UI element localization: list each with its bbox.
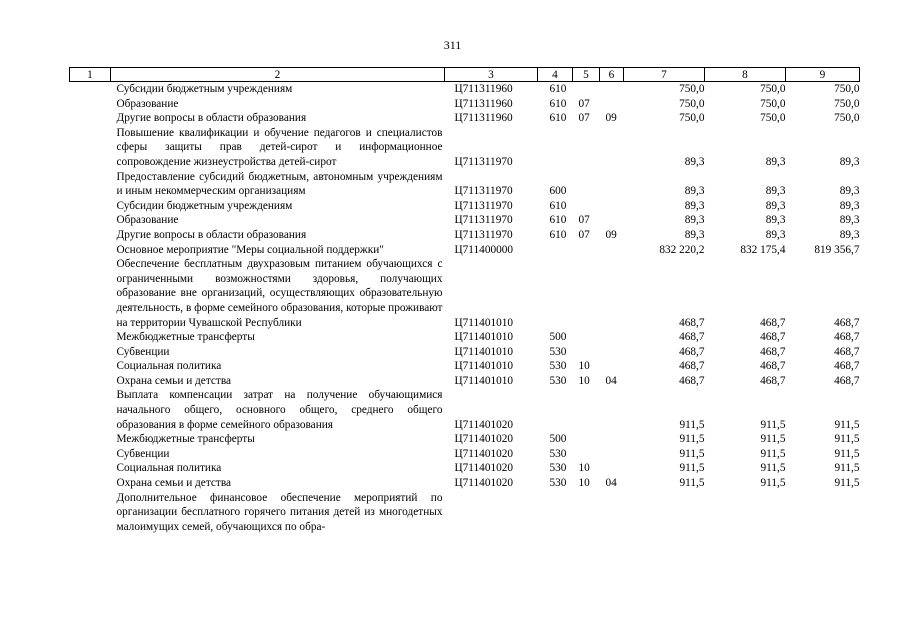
row-code: Ц711311970 bbox=[454, 155, 513, 168]
row-name: Субвенции bbox=[116, 447, 170, 460]
row-value-2: 911,5 bbox=[760, 462, 786, 475]
row-name: Дополнительное финансовое обеспечение мероприятий по организации бесплатного горячего питания детей из многодетных малоимущих семей, обучающихся по обра- bbox=[116, 491, 443, 533]
row-value-3: 819 356,7 bbox=[814, 243, 860, 256]
row-value-2: 89,3 bbox=[765, 185, 786, 198]
row-subsection bbox=[600, 170, 624, 199]
row-subsection bbox=[600, 199, 624, 214]
row-subsection bbox=[600, 359, 624, 374]
row-name: Социальная политика bbox=[116, 360, 222, 373]
table-row bbox=[70, 476, 860, 491]
row-expense-type: 600 bbox=[549, 185, 567, 198]
row-name: Другие вопросы в области образования bbox=[116, 112, 307, 125]
row-value-1: 750,0 bbox=[679, 83, 705, 95]
row-value-1: 89,3 bbox=[684, 155, 705, 168]
row-value-1: 468,7 bbox=[679, 374, 705, 387]
row-subsection: 04 bbox=[605, 374, 617, 387]
page-number: 311 bbox=[443, 38, 462, 52]
empty-cell bbox=[70, 126, 111, 170]
table-row bbox=[70, 243, 860, 258]
row-section bbox=[573, 491, 600, 535]
row-value-2: 468,7 bbox=[760, 316, 786, 329]
row-section bbox=[573, 82, 600, 97]
row-code: Ц711311960 bbox=[454, 83, 513, 95]
row-subsection bbox=[600, 243, 624, 258]
row-value-3: 468,7 bbox=[834, 331, 860, 344]
row-value-1: 468,7 bbox=[679, 345, 705, 358]
row-value-1: 89,3 bbox=[684, 228, 705, 241]
row-section: 07 bbox=[578, 112, 590, 125]
row-subsection bbox=[600, 126, 624, 170]
row-expense-type bbox=[538, 388, 573, 432]
row-value-2: 911,5 bbox=[760, 447, 786, 460]
row-code: Ц711311970 bbox=[454, 214, 513, 227]
row-code: Ц711401010 bbox=[454, 331, 514, 344]
row-subsection bbox=[600, 97, 624, 112]
row-subsection: 09 bbox=[605, 228, 617, 241]
row-value-2: 911,5 bbox=[760, 418, 786, 431]
row-subsection bbox=[600, 432, 624, 447]
row-code: Ц711401020 bbox=[454, 477, 514, 490]
row-code: Ц711311960 bbox=[454, 97, 513, 110]
table-row bbox=[70, 111, 860, 126]
row-expense-type: 530 bbox=[549, 477, 567, 490]
row-section bbox=[573, 199, 600, 214]
row-section bbox=[573, 243, 600, 258]
row-expense-type: 610 bbox=[549, 97, 567, 110]
row-section bbox=[573, 330, 600, 345]
empty-cell bbox=[70, 330, 111, 345]
header-row bbox=[70, 68, 860, 82]
row-code: Ц711401010 bbox=[454, 316, 514, 329]
row-section: 07 bbox=[578, 228, 590, 241]
row-value-1: 750,0 bbox=[679, 112, 705, 125]
row-value-3: 468,7 bbox=[834, 345, 860, 358]
row-value-1: 89,3 bbox=[684, 214, 705, 227]
row-expense-type: 530 bbox=[549, 462, 567, 475]
header-cell: 3 bbox=[445, 68, 538, 82]
row-value-2: 89,3 bbox=[765, 214, 786, 227]
header-cell: 1 bbox=[70, 68, 111, 82]
row-name: Образование bbox=[116, 214, 179, 227]
row-subsection bbox=[600, 388, 624, 432]
row-value-1: 911,5 bbox=[679, 477, 705, 490]
table-row bbox=[70, 388, 860, 432]
row-value-3: 468,7 bbox=[834, 316, 860, 329]
row-subsection bbox=[600, 257, 624, 330]
row-code: Ц711311970 bbox=[454, 185, 513, 198]
table-row bbox=[70, 330, 860, 345]
table-row bbox=[70, 345, 860, 360]
row-value-2: 911,5 bbox=[760, 477, 786, 490]
empty-cell bbox=[70, 388, 111, 432]
table-header bbox=[70, 68, 860, 82]
row-value-2: 468,7 bbox=[760, 360, 786, 373]
row-subsection bbox=[600, 330, 624, 345]
table-row bbox=[70, 213, 860, 228]
row-value-3: 89,3 bbox=[839, 199, 860, 212]
row-name: Межбюджетные трансферты bbox=[116, 433, 255, 446]
row-value-2: 89,3 bbox=[765, 228, 786, 241]
row-expense-type: 610 bbox=[549, 83, 567, 95]
row-value-3: 750,0 bbox=[834, 83, 860, 95]
row-value-3: 750,0 bbox=[834, 112, 860, 125]
row-value-3: 911,5 bbox=[834, 433, 860, 446]
empty-cell bbox=[70, 243, 111, 258]
row-expense-type bbox=[538, 126, 573, 170]
table-row bbox=[70, 126, 860, 170]
row-section: 07 bbox=[578, 97, 590, 110]
row-value-1: 468,7 bbox=[679, 360, 705, 373]
row-value-2 bbox=[705, 491, 786, 535]
row-section bbox=[573, 126, 600, 170]
row-code: Ц711401020 bbox=[454, 447, 514, 460]
row-name: Охрана семьи и детства bbox=[116, 374, 232, 387]
row-value-2: 750,0 bbox=[760, 83, 786, 95]
row-section: 10 bbox=[578, 360, 590, 373]
empty-cell bbox=[70, 432, 111, 447]
table-body bbox=[70, 82, 860, 535]
header-cell: 7 bbox=[624, 68, 705, 82]
row-expense-type bbox=[538, 491, 573, 535]
row-name: Повышение квалификации и обучение педагогов и специалистов сферы защиты прав детей-сирот и информационное сопровождение жизнеустройства детей-сирот bbox=[116, 126, 443, 168]
row-section: 10 bbox=[578, 477, 590, 490]
row-value-3 bbox=[786, 491, 860, 535]
row-section: 10 bbox=[578, 374, 590, 387]
row-value-3: 911,5 bbox=[834, 462, 860, 475]
empty-cell bbox=[70, 97, 111, 112]
table-row bbox=[70, 170, 860, 199]
header-cell: 6 bbox=[600, 68, 624, 82]
row-subsection bbox=[600, 345, 624, 360]
empty-cell bbox=[70, 170, 111, 199]
row-value-3: 911,5 bbox=[834, 418, 860, 431]
row-value-3: 750,0 bbox=[834, 97, 860, 110]
row-expense-type: 530 bbox=[549, 374, 567, 387]
row-subsection bbox=[600, 447, 624, 462]
table-row bbox=[70, 432, 860, 447]
row-value-3: 89,3 bbox=[839, 185, 860, 198]
row-code: Ц711311960 bbox=[454, 112, 513, 125]
empty-cell bbox=[70, 257, 111, 330]
row-section bbox=[573, 257, 600, 330]
row-value-1: 911,5 bbox=[679, 418, 705, 431]
table-row bbox=[70, 359, 860, 374]
row-code: Ц711401020 bbox=[454, 418, 514, 431]
empty-cell bbox=[70, 82, 111, 97]
budget-table bbox=[69, 67, 860, 534]
row-expense-type: 530 bbox=[549, 345, 567, 358]
row-code: Ц711401020 bbox=[454, 462, 514, 475]
row-value-2: 89,3 bbox=[765, 199, 786, 212]
row-value-2: 468,7 bbox=[760, 345, 786, 358]
empty-cell bbox=[70, 374, 111, 389]
row-expense-type: 530 bbox=[549, 360, 567, 373]
row-subsection bbox=[600, 82, 624, 97]
row-expense-type: 610 bbox=[549, 112, 567, 125]
row-value-1 bbox=[624, 491, 705, 535]
row-name: Образование bbox=[116, 97, 179, 110]
row-expense-type bbox=[538, 243, 573, 258]
header-cell: 2 bbox=[111, 68, 445, 82]
row-name: Основное мероприятие "Меры социальной поддержки" bbox=[116, 243, 384, 256]
row-value-1: 911,5 bbox=[679, 433, 705, 446]
row-code: Ц711311970 bbox=[454, 199, 513, 212]
row-code bbox=[445, 491, 538, 535]
row-value-2: 911,5 bbox=[760, 433, 786, 446]
row-section bbox=[573, 345, 600, 360]
row-code: Ц711401010 bbox=[454, 360, 514, 373]
row-section: 10 bbox=[578, 462, 590, 475]
row-value-3: 911,5 bbox=[834, 447, 860, 460]
row-section bbox=[573, 432, 600, 447]
row-name: Другие вопросы в области образования bbox=[116, 228, 307, 241]
row-code: Ц711401020 bbox=[454, 433, 514, 446]
row-name: Субсидии бюджетным учреждениям bbox=[116, 83, 293, 95]
empty-cell bbox=[70, 345, 111, 360]
row-name: Субсидии бюджетным учреждениям bbox=[116, 199, 293, 212]
row-subsection bbox=[600, 461, 624, 476]
row-subsection bbox=[600, 213, 624, 228]
row-section: 07 bbox=[578, 214, 590, 227]
row-value-3: 89,3 bbox=[839, 155, 860, 168]
row-code: Ц711401010 bbox=[454, 374, 514, 387]
row-subsection: 09 bbox=[605, 112, 617, 125]
row-value-1: 911,5 bbox=[679, 462, 705, 475]
row-value-1: 750,0 bbox=[679, 97, 705, 110]
row-value-2: 832 175,4 bbox=[740, 243, 786, 256]
row-value-3: 89,3 bbox=[839, 214, 860, 227]
row-value-3: 468,7 bbox=[834, 374, 860, 387]
table-row bbox=[70, 82, 860, 97]
row-name: Охрана семьи и детства bbox=[116, 477, 232, 490]
header-cell: 8 bbox=[705, 68, 786, 82]
row-code: Ц711401010 bbox=[454, 345, 514, 358]
row-value-3: 911,5 bbox=[834, 477, 860, 490]
table-row bbox=[70, 228, 860, 243]
row-section bbox=[573, 447, 600, 462]
row-name: Обеспечение бесплатным двухразовым питанием обучающихся с ограниченными возможностями здоровья, получающих образование вне организаций, осуществляющих образовательную деятельность, в форме семейного образования, которые проживают на территории Чувашской Республики bbox=[116, 258, 443, 329]
row-code: Ц711311970 bbox=[454, 228, 513, 241]
table-row bbox=[70, 97, 860, 112]
row-expense-type: 530 bbox=[549, 447, 567, 460]
row-name: Межбюджетные трансферты bbox=[116, 331, 255, 344]
row-section bbox=[573, 388, 600, 432]
table-row bbox=[70, 374, 860, 389]
row-name: Субвенции bbox=[116, 345, 170, 358]
header-cell: 4 bbox=[538, 68, 573, 82]
row-expense-type bbox=[538, 257, 573, 330]
row-value-2: 468,7 bbox=[760, 331, 786, 344]
row-subsection: 04 bbox=[605, 477, 617, 490]
row-subsection bbox=[600, 491, 624, 535]
empty-cell bbox=[70, 213, 111, 228]
table-row bbox=[70, 461, 860, 476]
row-value-3: 468,7 bbox=[834, 360, 860, 373]
row-value-1: 832 220,2 bbox=[659, 243, 705, 256]
row-value-1: 468,7 bbox=[679, 316, 705, 329]
header-cell: 5 bbox=[573, 68, 600, 82]
empty-cell bbox=[70, 447, 111, 462]
row-name: Предоставление субсидий бюджетным, автономным учреждениям и иным некоммерческим организациям bbox=[116, 170, 443, 198]
row-value-1: 89,3 bbox=[684, 199, 705, 212]
row-code: Ц711400000 bbox=[454, 243, 514, 256]
row-value-1: 468,7 bbox=[679, 331, 705, 344]
table-row bbox=[70, 447, 860, 462]
row-value-2: 468,7 bbox=[760, 374, 786, 387]
empty-cell bbox=[70, 111, 111, 126]
table-row bbox=[70, 491, 860, 535]
row-value-2: 750,0 bbox=[760, 112, 786, 125]
empty-cell bbox=[70, 476, 111, 491]
row-value-1: 911,5 bbox=[679, 447, 705, 460]
row-value-1: 89,3 bbox=[684, 185, 705, 198]
empty-cell bbox=[70, 461, 111, 476]
row-expense-type: 500 bbox=[549, 433, 567, 446]
row-expense-type: 610 bbox=[549, 228, 567, 241]
row-expense-type: 500 bbox=[549, 331, 567, 344]
table-row bbox=[70, 257, 860, 330]
header-cell: 9 bbox=[786, 68, 860, 82]
row-value-2: 89,3 bbox=[765, 155, 786, 168]
table-row bbox=[70, 199, 860, 214]
row-expense-type: 610 bbox=[549, 199, 567, 212]
empty-cell bbox=[70, 228, 111, 243]
empty-cell bbox=[70, 491, 111, 535]
row-name: Выплата компенсации затрат на получение обучающимися начального общего, основного общего, среднего общего образования в форме семейного образования bbox=[116, 389, 443, 431]
empty-cell bbox=[70, 199, 111, 214]
row-value-2: 750,0 bbox=[760, 97, 786, 110]
row-value-3: 89,3 bbox=[839, 228, 860, 241]
row-expense-type: 610 bbox=[549, 214, 567, 227]
row-name: Социальная политика bbox=[116, 462, 222, 475]
empty-cell bbox=[70, 359, 111, 374]
row-section bbox=[573, 170, 600, 199]
